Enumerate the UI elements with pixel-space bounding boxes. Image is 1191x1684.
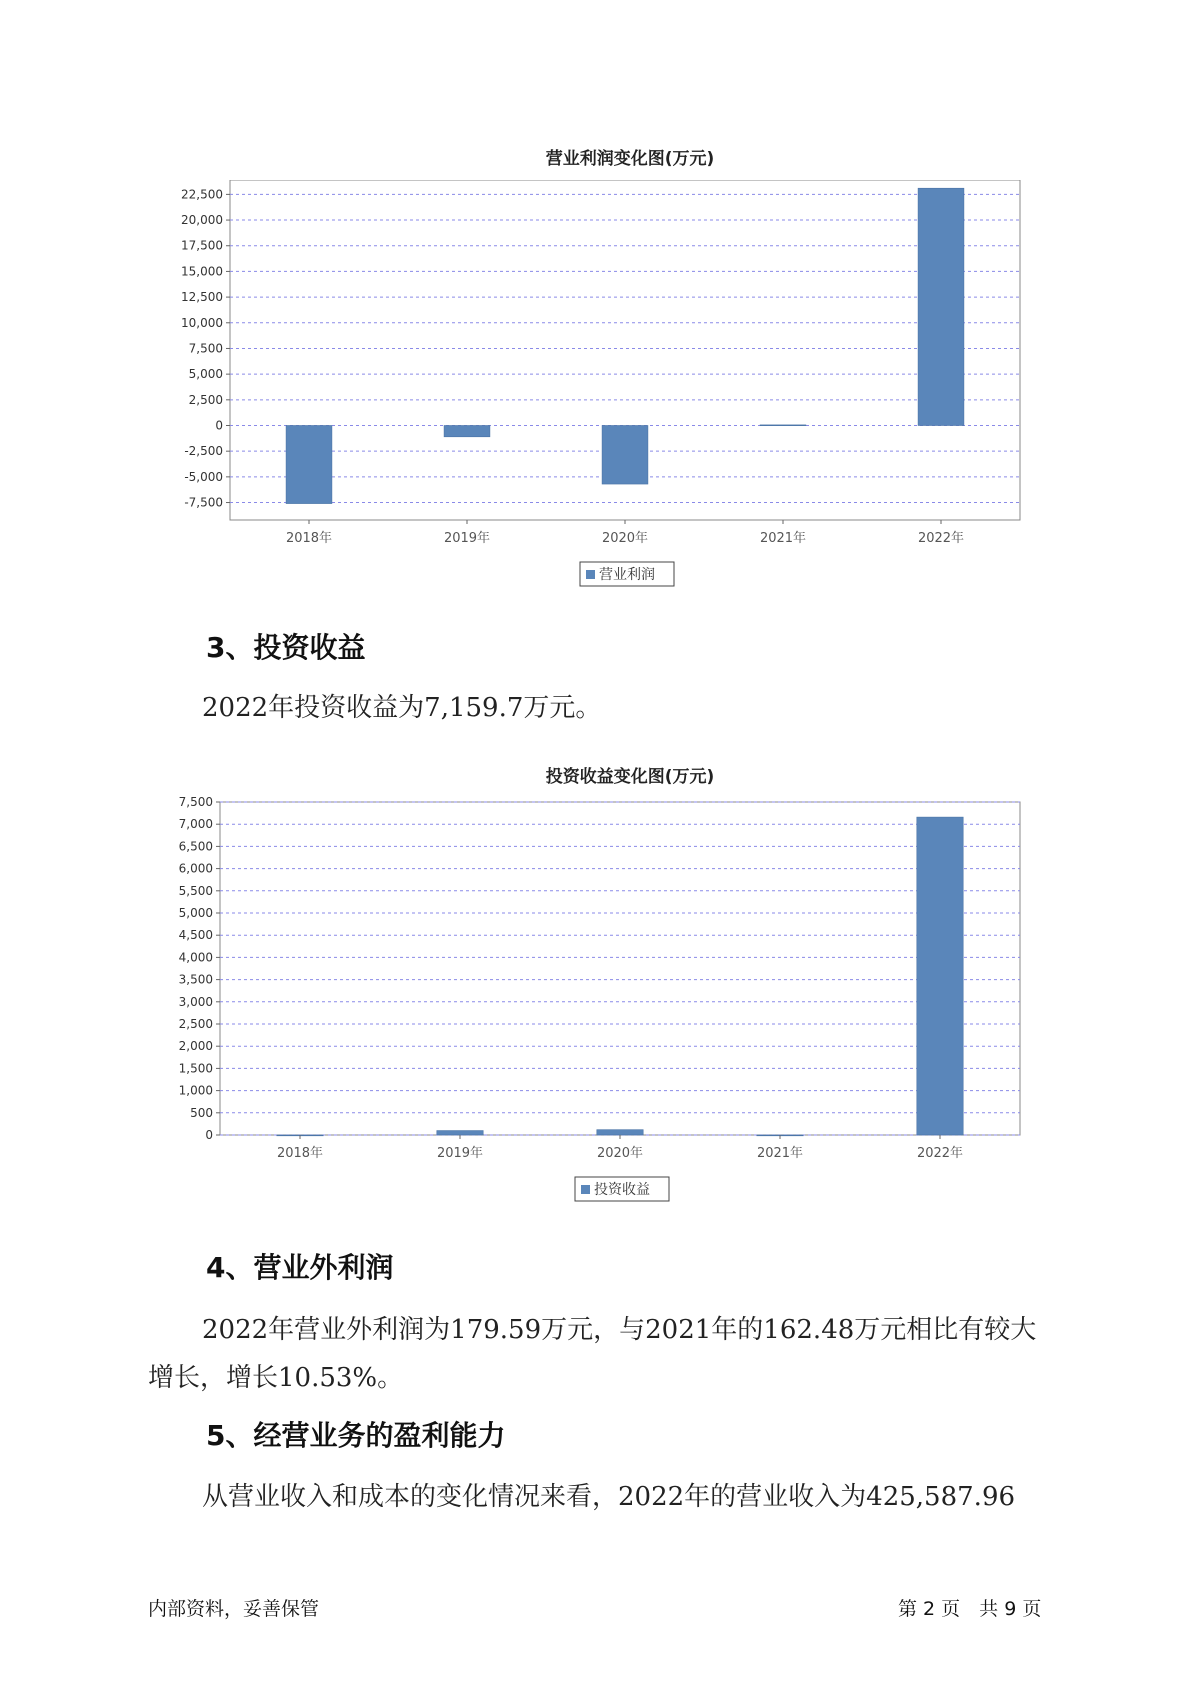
invest-chart: [150, 796, 1030, 1208]
footer-left: 内部资料，妥善保管: [148, 1598, 320, 1620]
bar-2021年: [760, 425, 806, 426]
section-4-text-line1: 2022年营业外利润为179.59万元，与2021年的162.48万元相比有较大: [202, 1315, 1037, 1345]
section-4-heading: 4、营业外利润: [206, 1251, 394, 1284]
legend-label: 营业利润: [599, 567, 655, 583]
section-4-text-line2: 增长，增长10.53%。: [148, 1363, 404, 1393]
x-tick-label: 2022年: [916, 1146, 964, 1161]
y-tick-label: 3,000: [178, 994, 213, 1009]
invest-chart-title: 投资收益变化图(万元): [545, 767, 715, 787]
y-tick-label: 5,000: [188, 367, 223, 382]
y-tick-label: 17,500: [181, 238, 223, 253]
legend-swatch: [581, 1185, 590, 1194]
y-tick-label: 15,000: [181, 264, 223, 279]
bar-2020年: [602, 425, 648, 484]
y-tick-label: 4,000: [178, 950, 213, 965]
y-tick-label: -7,500: [184, 495, 223, 510]
x-tick-label: 2020年: [596, 1146, 644, 1161]
profit-chart-title: 营业利润变化图(万元): [545, 149, 715, 169]
y-tick-label: 5,500: [178, 883, 213, 898]
x-tick-label: 2021年: [756, 1146, 804, 1161]
y-tick-label: 20,000: [181, 213, 223, 228]
y-tick-label: -5,000: [184, 469, 223, 484]
bar-2022年: [917, 817, 963, 1135]
x-tick-label: 2022年: [917, 531, 965, 546]
y-tick-label: 10,000: [181, 315, 223, 330]
plot-area: [220, 802, 1020, 1135]
x-tick-label: 2019年: [443, 531, 491, 546]
y-tick-label: 2,500: [188, 392, 223, 407]
legend: [580, 562, 674, 586]
y-tick-label: 22,500: [181, 187, 223, 202]
y-tick-label: 0: [215, 418, 223, 433]
bar-2018年: [286, 425, 332, 503]
x-tick-label: 2018年: [285, 531, 333, 546]
legend-swatch: [586, 570, 595, 579]
legend-label: 投资收益: [594, 1182, 650, 1198]
bar-2019年: [444, 425, 490, 436]
bar-2022年: [918, 188, 964, 425]
legend: [575, 1177, 669, 1201]
y-tick-label: 1,000: [178, 1083, 213, 1098]
bar-2019年: [437, 1131, 483, 1135]
x-tick-label: 2018年: [276, 1146, 324, 1161]
y-tick-label: 2,500: [178, 1017, 213, 1031]
y-tick-label: 6,000: [178, 861, 213, 876]
y-tick-label: 7,500: [178, 796, 213, 809]
section-3-text: 2022年投资收益为7,159.7万元。: [202, 693, 602, 723]
y-tick-label: 500: [190, 1105, 213, 1120]
y-tick-label: 12,500: [181, 290, 223, 305]
bar-2020年: [597, 1130, 643, 1135]
x-tick-label: 2020年: [601, 531, 649, 546]
y-tick-label: 7,000: [178, 817, 213, 832]
y-tick-label: 6,500: [178, 839, 213, 854]
y-tick-label: 1,500: [178, 1061, 213, 1076]
y-tick-label: -2,500: [184, 444, 223, 459]
section-5-text: 从营业收入和成本的变化情况来看，2022年的营业收入为425,587.96: [202, 1482, 1016, 1512]
y-tick-label: 4,500: [178, 928, 213, 943]
footer-page-number: 第 2 页 共 9 页: [898, 1598, 1042, 1620]
y-tick-label: 2,000: [178, 1039, 213, 1054]
section-5-heading: 5、经营业务的盈利能力: [206, 1419, 506, 1452]
y-tick-label: 3,500: [178, 972, 213, 987]
y-tick-label: 5,000: [178, 906, 213, 920]
section-3-heading: 3、投资收益: [206, 631, 366, 664]
x-tick-label: 2019年: [436, 1146, 484, 1161]
y-tick-label: 7,500: [188, 341, 223, 356]
y-tick-label: 0: [205, 1128, 213, 1142]
x-tick-label: 2021年: [759, 531, 807, 546]
profit-chart: [150, 180, 1030, 590]
